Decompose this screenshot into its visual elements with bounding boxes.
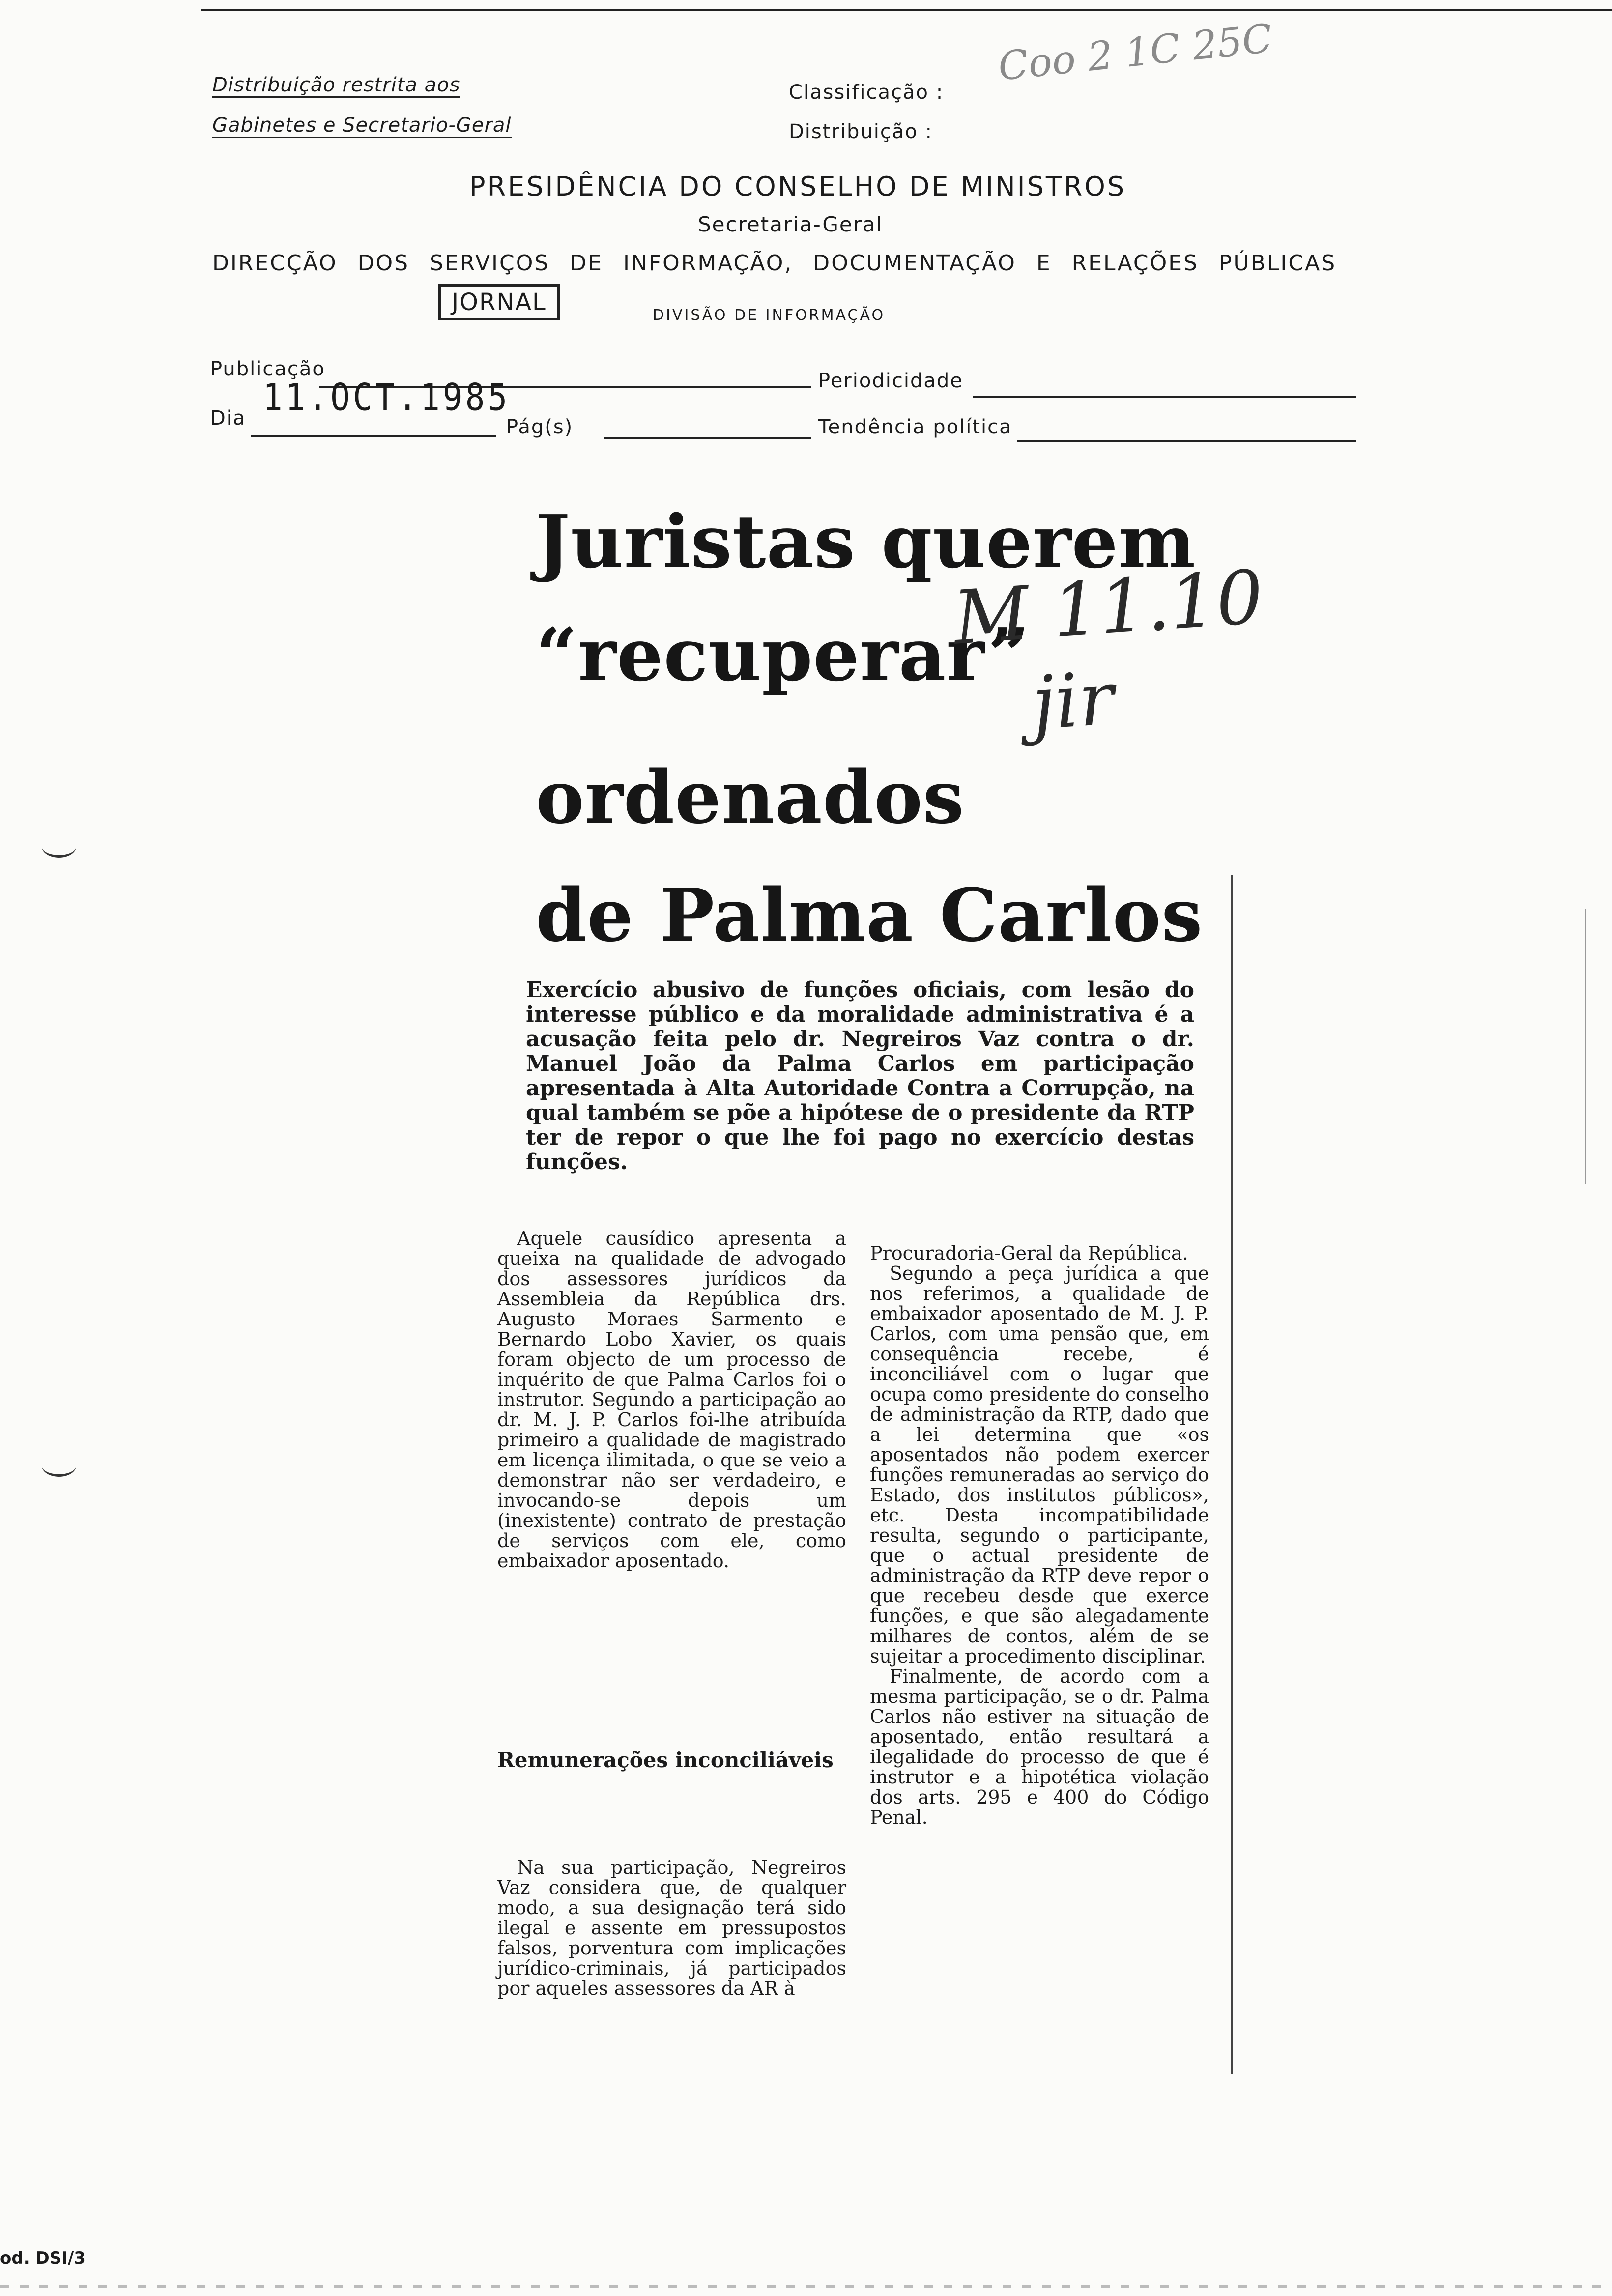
headline-line-2: “recuperar”: [536, 612, 1031, 697]
directorate-title: DIRECÇÃO DOS SERVIÇOS DE INFORMAÇÃO, DOCUMENTAÇÃO E RELAÇÕES PÚBLICAS: [212, 251, 1337, 276]
periodicity-field-line: [973, 396, 1356, 398]
top-border-line: [202, 9, 1612, 11]
date-stamp: 11.OCT.1985: [263, 375, 511, 419]
institution-title: PRESIDÊNCIA DO CONSELHO DE MINISTROS: [469, 171, 1126, 202]
division-label: DIVISÃO DE INFORMAÇÃO: [653, 307, 886, 324]
column-2-paragraph-3: Finalmente, de acordo com a mesma participação, se o dr. Palma Carlos não estiver na situação de aposentado, então resultará a ilegalidade do processo de que é instrutor e a hipotética violação dos arts. 295 e 400 do Código Penal.: [870, 1665, 1209, 1828]
form-model-code: od. DSI/3: [0, 2248, 86, 2268]
binder-hole-mark-top: [42, 835, 76, 858]
column-1-paragraph-2: Na sua participação, Negreiros Vaz considera que, de qualquer modo, a sua designação terá sido ilegal e assente em pressupostos falsos, porventura com implicações jurídico-criminais, já participados por aqueles assessores da AR à: [497, 1857, 846, 1999]
bottom-scan-noise: [0, 2285, 1612, 2288]
secretariat-subtitle: Secretaria-Geral: [698, 212, 883, 236]
article-column-2: [870, 1243, 1209, 1828]
distribution-restriction-line1: Distribuição restrita aos: [212, 74, 460, 98]
column-2-paragraph-1: Procuradoria-Geral da República.: [870, 1242, 1188, 1264]
handwritten-note-initials: jir: [1029, 656, 1117, 747]
day-label: Dia: [210, 407, 246, 430]
periodicity-label: Periodicidade: [818, 370, 963, 392]
article-column-1-bottom: [497, 1858, 846, 1999]
article-subheading: Remunerações inconciliáveis: [497, 1748, 834, 1772]
day-field-line: [251, 435, 496, 437]
column-1-paragraph-1: Aquele causídico apresenta a queixa na qualidade de advogado dos assessores jurídicos da Assembleia da República drs. Augusto Moraes Sarmento e Bernardo Lobo Xavier, os quais foram objecto de um processo de inquérito de que Palma Carlos foi o instrutor. Segundo a participação ao dr. M. J. P. Carlos foi-lhe atribuída primeiro a qualidade de magistrado em licença ilimitada, o que se veio a demonstrar não ser verdadeiro, e invocando-se depois um (inexistente) contrato de prestação de serviços com ele, como embaixador aposentado.: [497, 1228, 846, 1572]
political-tendency-label: Tendência política: [818, 416, 1012, 438]
pages-label: Pág(s): [506, 416, 574, 438]
column-2-paragraph-2: Segundo a peça jurídica a que nos referimos, a qualidade de embaixador aposentado de M. J. P. Carlos, com uma pensão que, em consequência recebe, é inconciliável com o lugar que ocupa como presidente do conselho de administração da RTP, dado que a lei determina que «os aposentados não podem exercer funções remuneradas ao serviço do Estado, dos institutos públicos», etc. Desta incompatibilidade resulta, segundo o participante, que o actual presidente de administração da RTP deve repor o que recebeu desde que exerce funções, e que são alegadamente milhares de contos, além de se sujeitar a procedimento disciplinar.: [870, 1263, 1209, 1667]
clipping-edge-right: [1231, 875, 1233, 2074]
headline-line-3: ordenados: [536, 754, 965, 840]
margin-perforation-line: [1585, 909, 1586, 1184]
archive-stamp-code: Coo 2 1C 25C: [996, 15, 1275, 90]
distribution-label: Distribuição :: [789, 120, 933, 143]
binder-hole-mark-bottom: [42, 1455, 76, 1477]
classification-label: Classificação :: [789, 81, 944, 104]
distribution-restriction-line2: Gabinetes e Secretario-Geral: [212, 114, 512, 138]
headline-line-1: Juristas querem: [536, 499, 1196, 584]
publication-type-box: JORNAL: [438, 284, 560, 320]
article-column-1-top: [497, 1229, 846, 1571]
political-tendency-field-line: [1017, 440, 1356, 442]
publication-label: Publicação: [210, 358, 325, 380]
pages-field-line: [604, 437, 811, 439]
handwritten-note-date: M 11.10: [950, 554, 1267, 661]
headline-line-4: de Palma Carlos: [536, 872, 1203, 958]
article-lead: Exercício abusivo de funções oficiais, com lesão do interesse público e da moralidade administrativa é a acusação feita pelo dr. Negreiros Vaz contra o dr. Manuel João da Palma Carlos em participação apresentada à Alta Autoridade Contra a Corrupção, na qual também se põe a hipótese de o presidente da RTP ter de repor o que lhe foi pago no exercício destas funções.: [526, 977, 1194, 1175]
